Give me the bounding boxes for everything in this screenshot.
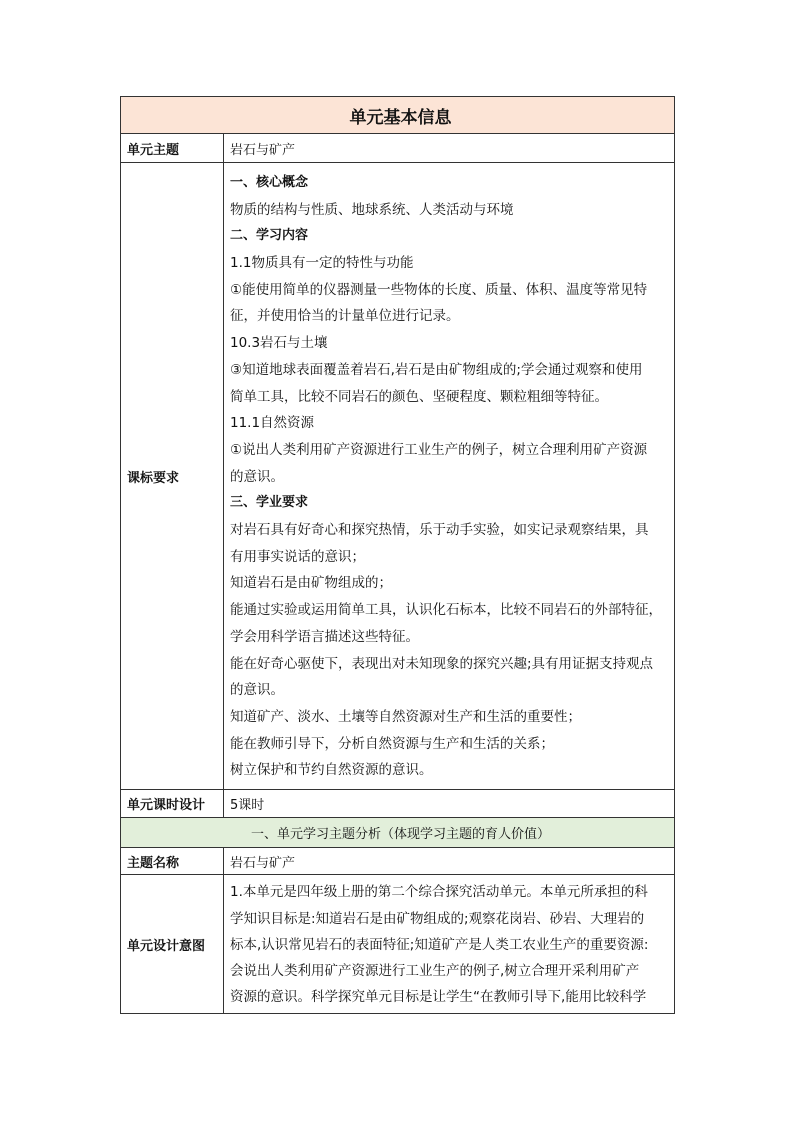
standards-line: 能在好奇心驱使下，表现出对未知现象的探究兴趣;具有用证据支持观点: [230, 655, 654, 672]
standards-line: 11.1自然资源: [230, 415, 315, 432]
standards-line: 征，并使用恰当的计量单位进行记录。: [230, 308, 460, 325]
standards-line: 能在教师引导下，分析自然资源与生产和生活的关系；: [230, 735, 554, 752]
hours-label: 单元课时设计: [121, 790, 224, 818]
design-intent-line: 会说出人类利用矿产资源进行工业生产的例子,树立合理开采利用矿产: [230, 963, 640, 980]
design-intent-line: 资源的意识。科学探究单元目标是让学生“在教师引导下,能用比较科学: [230, 989, 647, 1006]
design-intent-line: 标本,认识常见岩石的表面特征;知道矿产是人类工农业生产的重要资源:: [230, 936, 649, 953]
standards-heading: 二、学习内容: [230, 228, 309, 244]
standards-line: 10.3岩石与土壤: [230, 335, 328, 352]
unit-theme-label: 单元主题: [121, 134, 224, 163]
standards-line: 的意识。: [230, 682, 284, 699]
unit-info-table: [120, 96, 675, 1014]
hours-value: 5课时: [224, 790, 675, 818]
standards-heading: 三、学业要求: [230, 495, 309, 511]
design-intent-lines: [230, 877, 674, 1010]
standards-line: 有用事实说话的意识；: [230, 548, 365, 565]
standards-line: 能通过实验或运用简单工具，认识化石标本，比较不同岩石的外部特征，: [230, 602, 662, 619]
standards-line: 物质的结构与性质、地球系统、人类活动与环境: [230, 201, 514, 218]
design-intent-line: 1.本单元是四年级上册的第二个综合探究活动单元。本单元所承担的科: [230, 884, 648, 901]
standards-label: 课标要求: [121, 163, 224, 790]
standards-line: ①说出人类利用矿产资源进行工业生产的例子，树立合理利用矿产资源: [230, 441, 648, 458]
standards-line: 1.1物质具有一定的特性与功能: [230, 255, 414, 272]
standards-line: 学会用科学语言描述这些特征。: [230, 628, 419, 645]
table-title: 单元基本信息: [121, 97, 675, 134]
standards-line: ③知道地球表面覆盖着岩石,岩石是由矿物组成的;学会通过观察和使用: [230, 361, 643, 378]
design-intent-content: [224, 875, 675, 1014]
standards-line: 的意识。: [230, 468, 284, 485]
design-intent-label: 单元设计意图: [121, 875, 224, 1014]
standards-line: 知道矿产、淡水、土壤等自然资源对生产和生活的重要性；: [230, 708, 581, 725]
standards-heading: 一、核心概念: [230, 174, 309, 190]
standards-line: 简单工具，比较不同岩石的颜色、坚硬程度、颗粒粗细等特征。: [230, 388, 608, 405]
standards-line: 树立保护和节约自然资源的意识。: [230, 762, 433, 779]
standards-lines: [230, 168, 674, 784]
standards-line: 对岩石具有好奇心和探究热情，乐于动手实验，如实记录观察结果，具: [230, 522, 649, 539]
topic-name-label: 主题名称: [121, 848, 224, 875]
standards-line: ①能使用简单的仪器测量一些物体的长度、质量、体积、温度等常见特: [230, 281, 648, 298]
design-intent-line: 学知识目标是:知道岩石是由矿物组成的;观察花岗岩、砂岩、大理岩的: [230, 910, 645, 927]
topic-name-value: 岩石与矿产: [224, 848, 675, 875]
standards-content: [224, 163, 675, 790]
standards-line: 知道岩石是由矿物组成的；: [230, 575, 392, 592]
unit-theme-value: 岩石与矿产: [224, 134, 675, 163]
section1-title: 一、单元学习主题分析（体现学习主题的育人价值）: [121, 818, 675, 848]
